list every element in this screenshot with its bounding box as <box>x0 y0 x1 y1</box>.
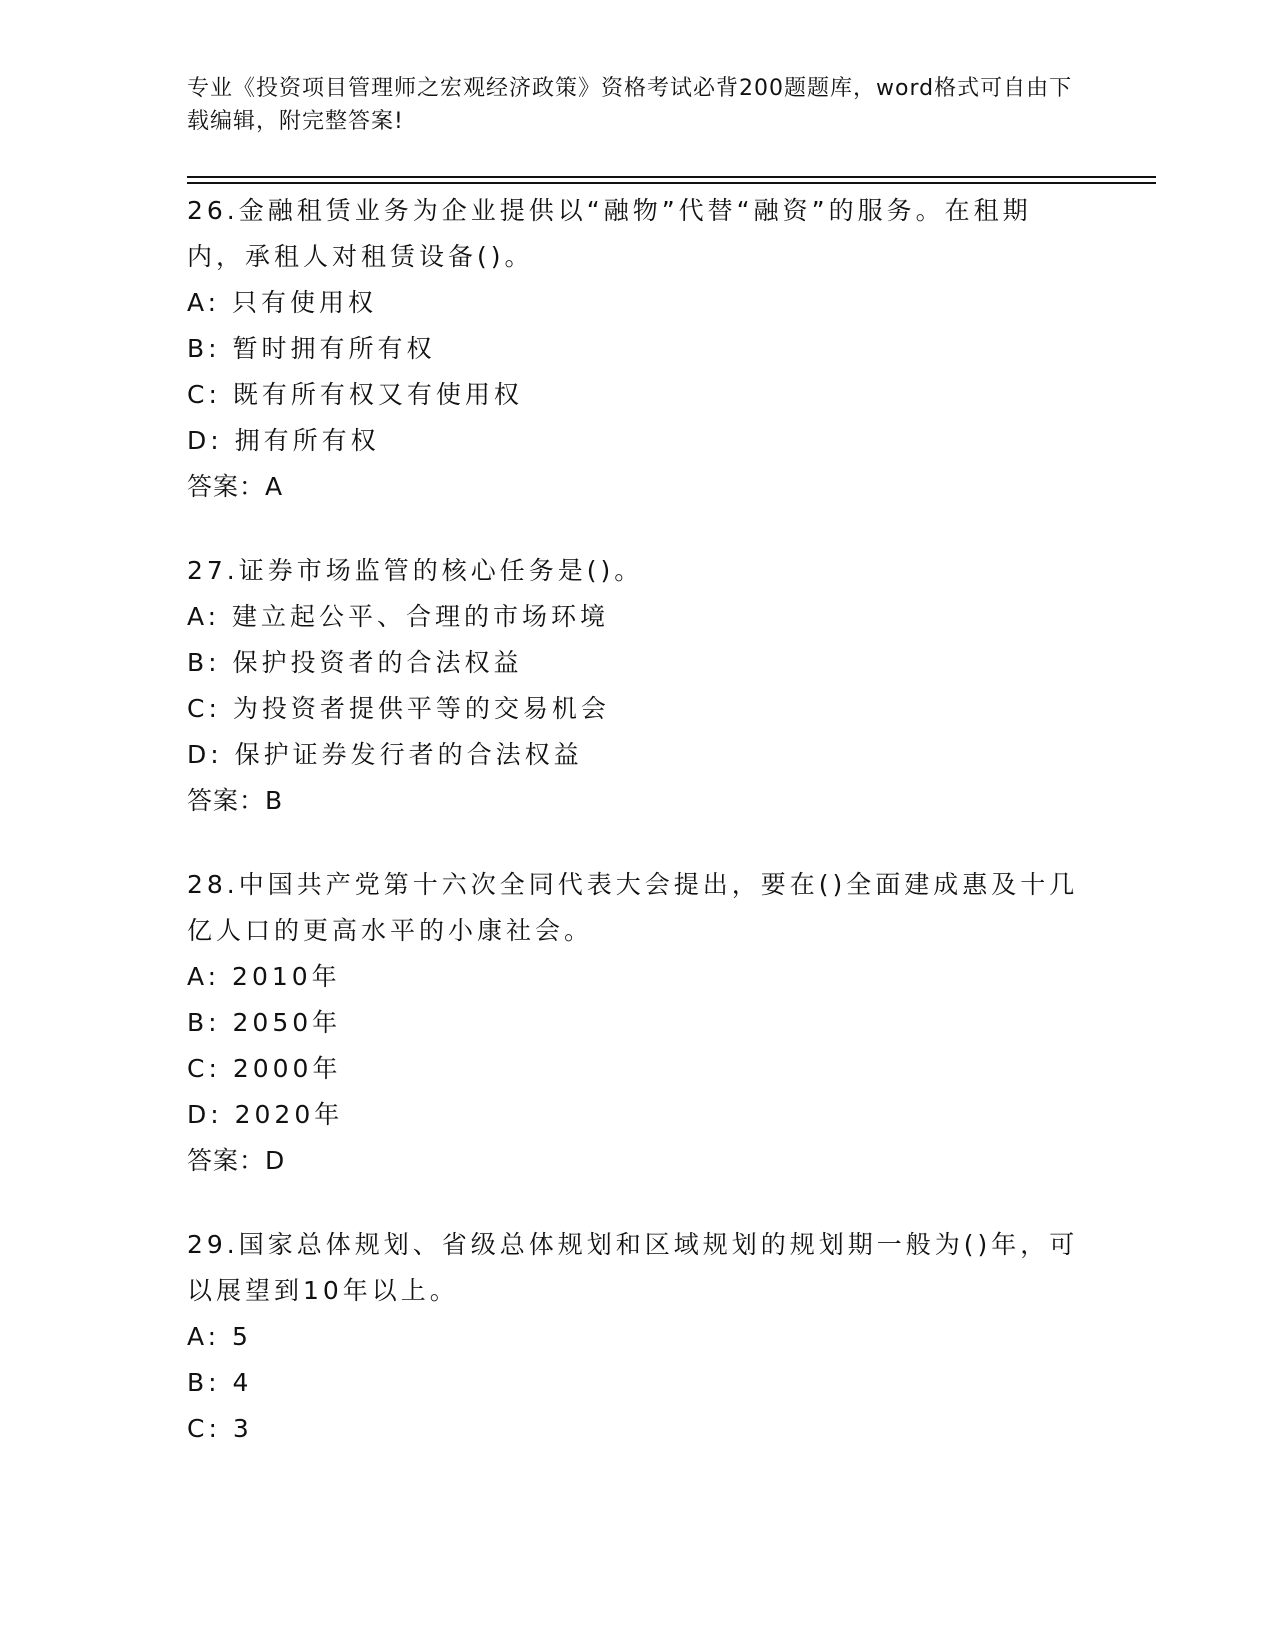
option-c: C: 既有所有权又有使用权 <box>187 380 523 409</box>
question-stem: 26.金融租赁业务为企业提供以“融物”代替“融资”的服务。在租期内，承租人对租赁设备()。 <box>187 196 1032 271</box>
option-b: B: 4 <box>187 1368 253 1397</box>
option-b: B: 保护投资者的合法权益 <box>187 648 523 677</box>
option-c: C: 为投资者提供平等的交易机会 <box>187 694 610 723</box>
question-list <box>187 188 1087 1490</box>
option-b: B: 暂时拥有所有权 <box>187 334 436 363</box>
option-d: D: 拥有所有权 <box>187 426 380 455</box>
option-a: A: 只有使用权 <box>187 288 378 317</box>
question-stem: 27.证券市场监管的核心任务是()。 <box>187 556 644 585</box>
option-a: A: 2010年 <box>187 962 341 991</box>
option-b: B: 2050年 <box>187 1008 342 1037</box>
question-29 <box>187 1222 1087 1452</box>
document-header: 专业《投资项目管理师之宏观经济政策》资格考试必背200题题库，word格式可自由下载编辑，附完整答案! <box>187 76 1073 134</box>
answer: 答案：B <box>187 786 284 815</box>
option-c: C: 2000年 <box>187 1054 342 1083</box>
question-stem: 29.国家总体规划、省级总体规划和区域规划的规划期一般为()年，可以展望到10年以上。 <box>187 1230 1079 1305</box>
option-c: C: 3 <box>187 1414 253 1443</box>
answer: 答案：D <box>187 1146 286 1175</box>
option-a: A: 建立起公平、合理的市场环境 <box>187 602 610 631</box>
question-28 <box>187 862 1087 1184</box>
header-divider-top <box>187 176 1156 178</box>
option-a: A: 5 <box>187 1322 252 1351</box>
header-divider-bottom <box>187 182 1156 184</box>
option-d: D: 保护证券发行者的合法权益 <box>187 740 583 769</box>
option-d: D: 2020年 <box>187 1100 344 1129</box>
question-27 <box>187 548 1087 824</box>
question-26 <box>187 188 1087 510</box>
answer: 答案：A <box>187 472 284 501</box>
question-stem: 28.中国共产党第十六次全同代表大会提出，要在()全面建成惠及十几亿人口的更高水平的小康社会。 <box>187 870 1079 945</box>
